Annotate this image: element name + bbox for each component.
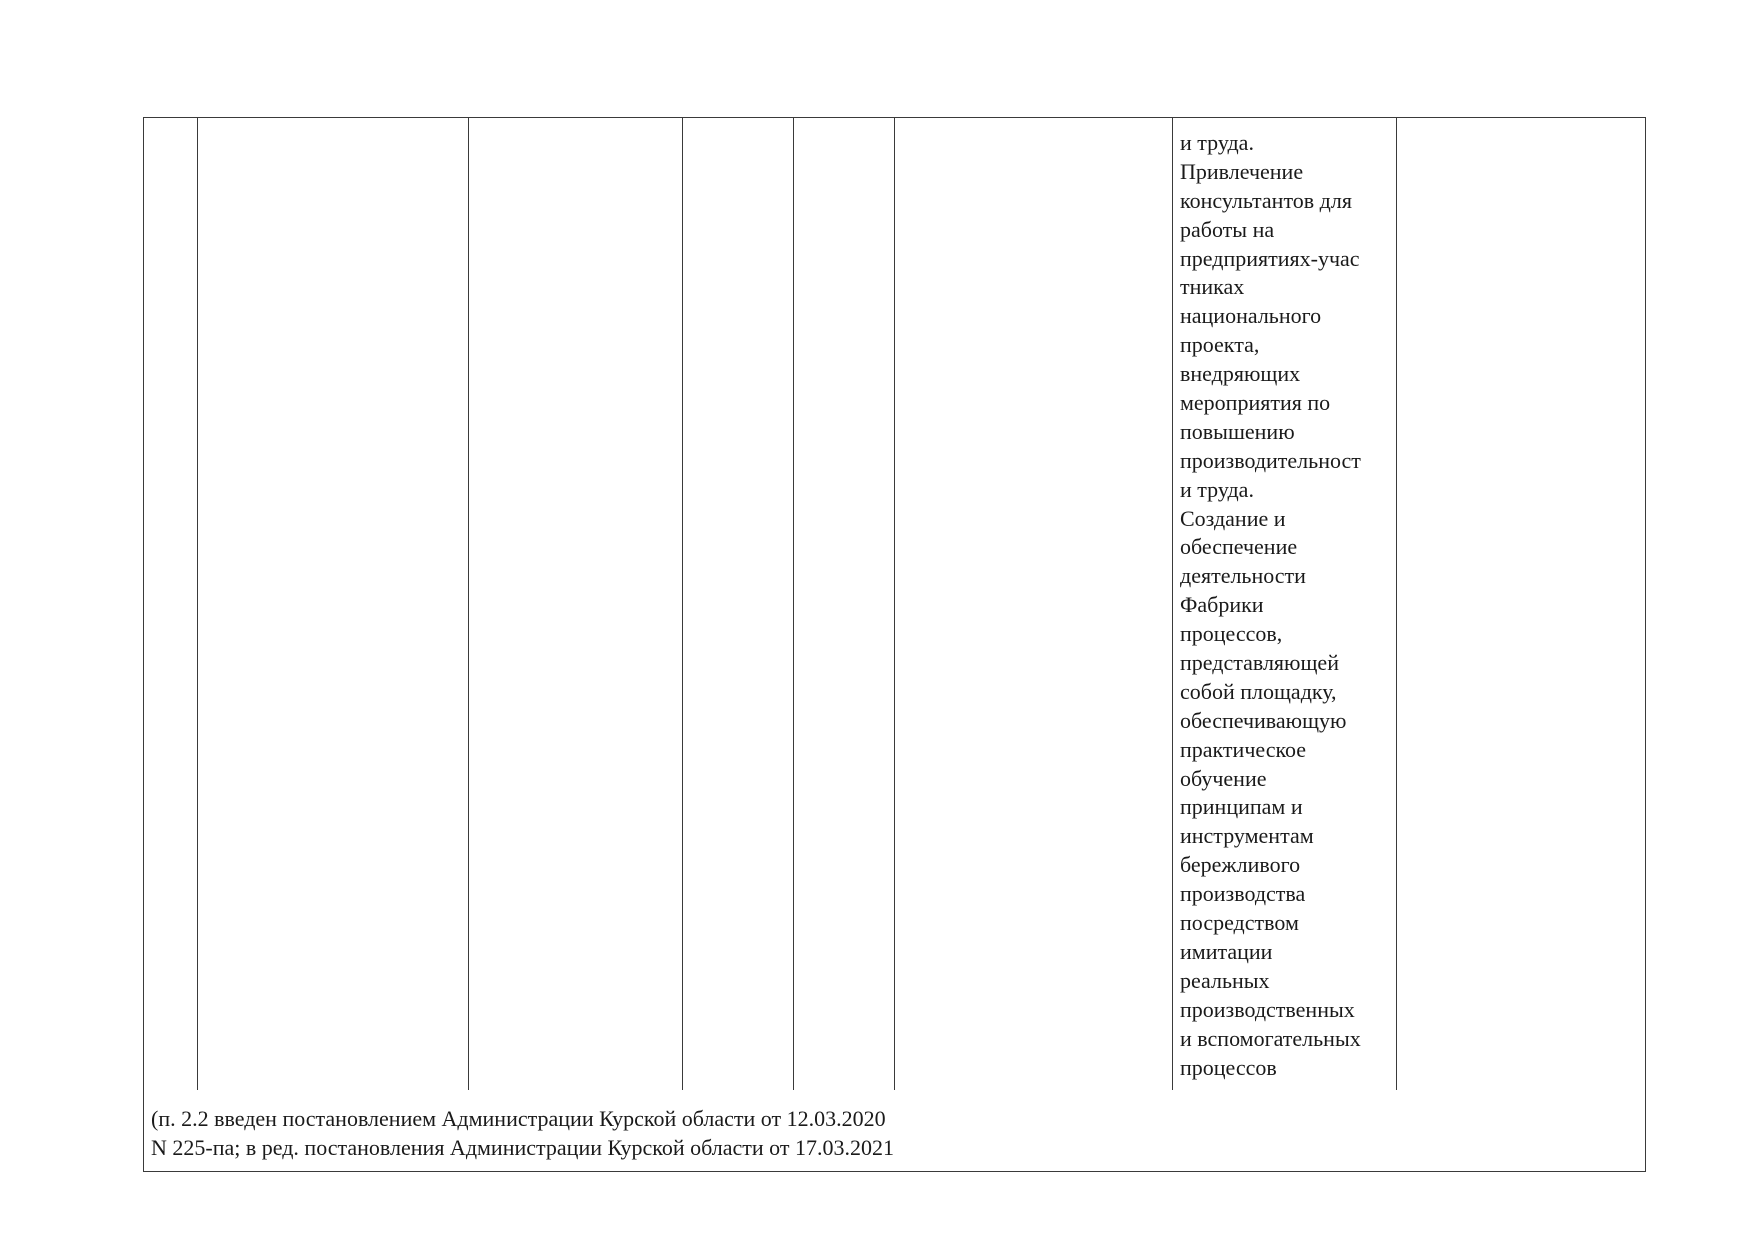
column-divider-4 — [793, 117, 794, 1090]
cell-line: обеспечивающую — [1180, 707, 1347, 733]
cell-line: производственных — [1180, 996, 1355, 1022]
cell-line: принципам и — [1180, 794, 1303, 820]
column-divider-1 — [197, 117, 198, 1090]
cell-line: обучение — [1180, 765, 1267, 791]
cell-line: Привлечение — [1180, 158, 1304, 184]
cell-line: инструментам — [1180, 823, 1314, 849]
cell-line: собой площадку, — [1180, 678, 1337, 704]
cell-line: повышению — [1180, 418, 1295, 444]
cell-line: и вспомогательных — [1180, 1025, 1361, 1051]
cell-line: тниках — [1180, 274, 1245, 300]
cell-line: деятельности — [1180, 563, 1306, 589]
cell-line: посредством — [1180, 910, 1299, 936]
cell-line: мероприятия по — [1180, 390, 1331, 416]
cell-line: имитации — [1180, 938, 1273, 964]
column-divider-6 — [1172, 117, 1173, 1090]
cell-line: практическое — [1180, 736, 1307, 762]
cell-line: предприятиях-учас — [1180, 245, 1360, 271]
cell-line: национального — [1180, 303, 1322, 329]
cell-line: работы на — [1180, 216, 1275, 242]
cell-line: представляющей — [1180, 650, 1339, 676]
column-divider-2 — [468, 117, 469, 1090]
cell-line: и труда. — [1180, 130, 1254, 155]
cell-line: процессов — [1180, 1054, 1277, 1080]
cell-line: проекта, — [1180, 332, 1260, 358]
cell-line: обеспечение — [1180, 534, 1298, 560]
amendment-note-line-2: N 225-па; в ред. постановления Администрации Курской области от 17.03.2021 — [151, 1135, 894, 1160]
amendment-note-line-1: (п. 2.2 введен постановлением Администрации Курской области от 12.03.2020 — [151, 1106, 886, 1131]
column-divider-3 — [682, 117, 683, 1090]
cell-line: консультантов для — [1180, 187, 1352, 213]
table-cell-description — [1180, 129, 1395, 1082]
column-divider-5 — [894, 117, 895, 1090]
column-divider-7 — [1396, 117, 1397, 1090]
cell-line: и труда. — [1180, 476, 1254, 502]
cell-line: реальных — [1180, 967, 1270, 993]
cell-line: производительност — [1180, 447, 1361, 473]
amendment-note — [151, 1104, 894, 1162]
cell-line: бережливого — [1180, 852, 1301, 878]
cell-line: Создание и — [1180, 505, 1286, 531]
cell-line: внедряющих — [1180, 361, 1301, 387]
cell-line: Фабрики — [1180, 592, 1264, 618]
cell-line: производства — [1180, 881, 1306, 907]
cell-line: процессов, — [1180, 621, 1283, 647]
